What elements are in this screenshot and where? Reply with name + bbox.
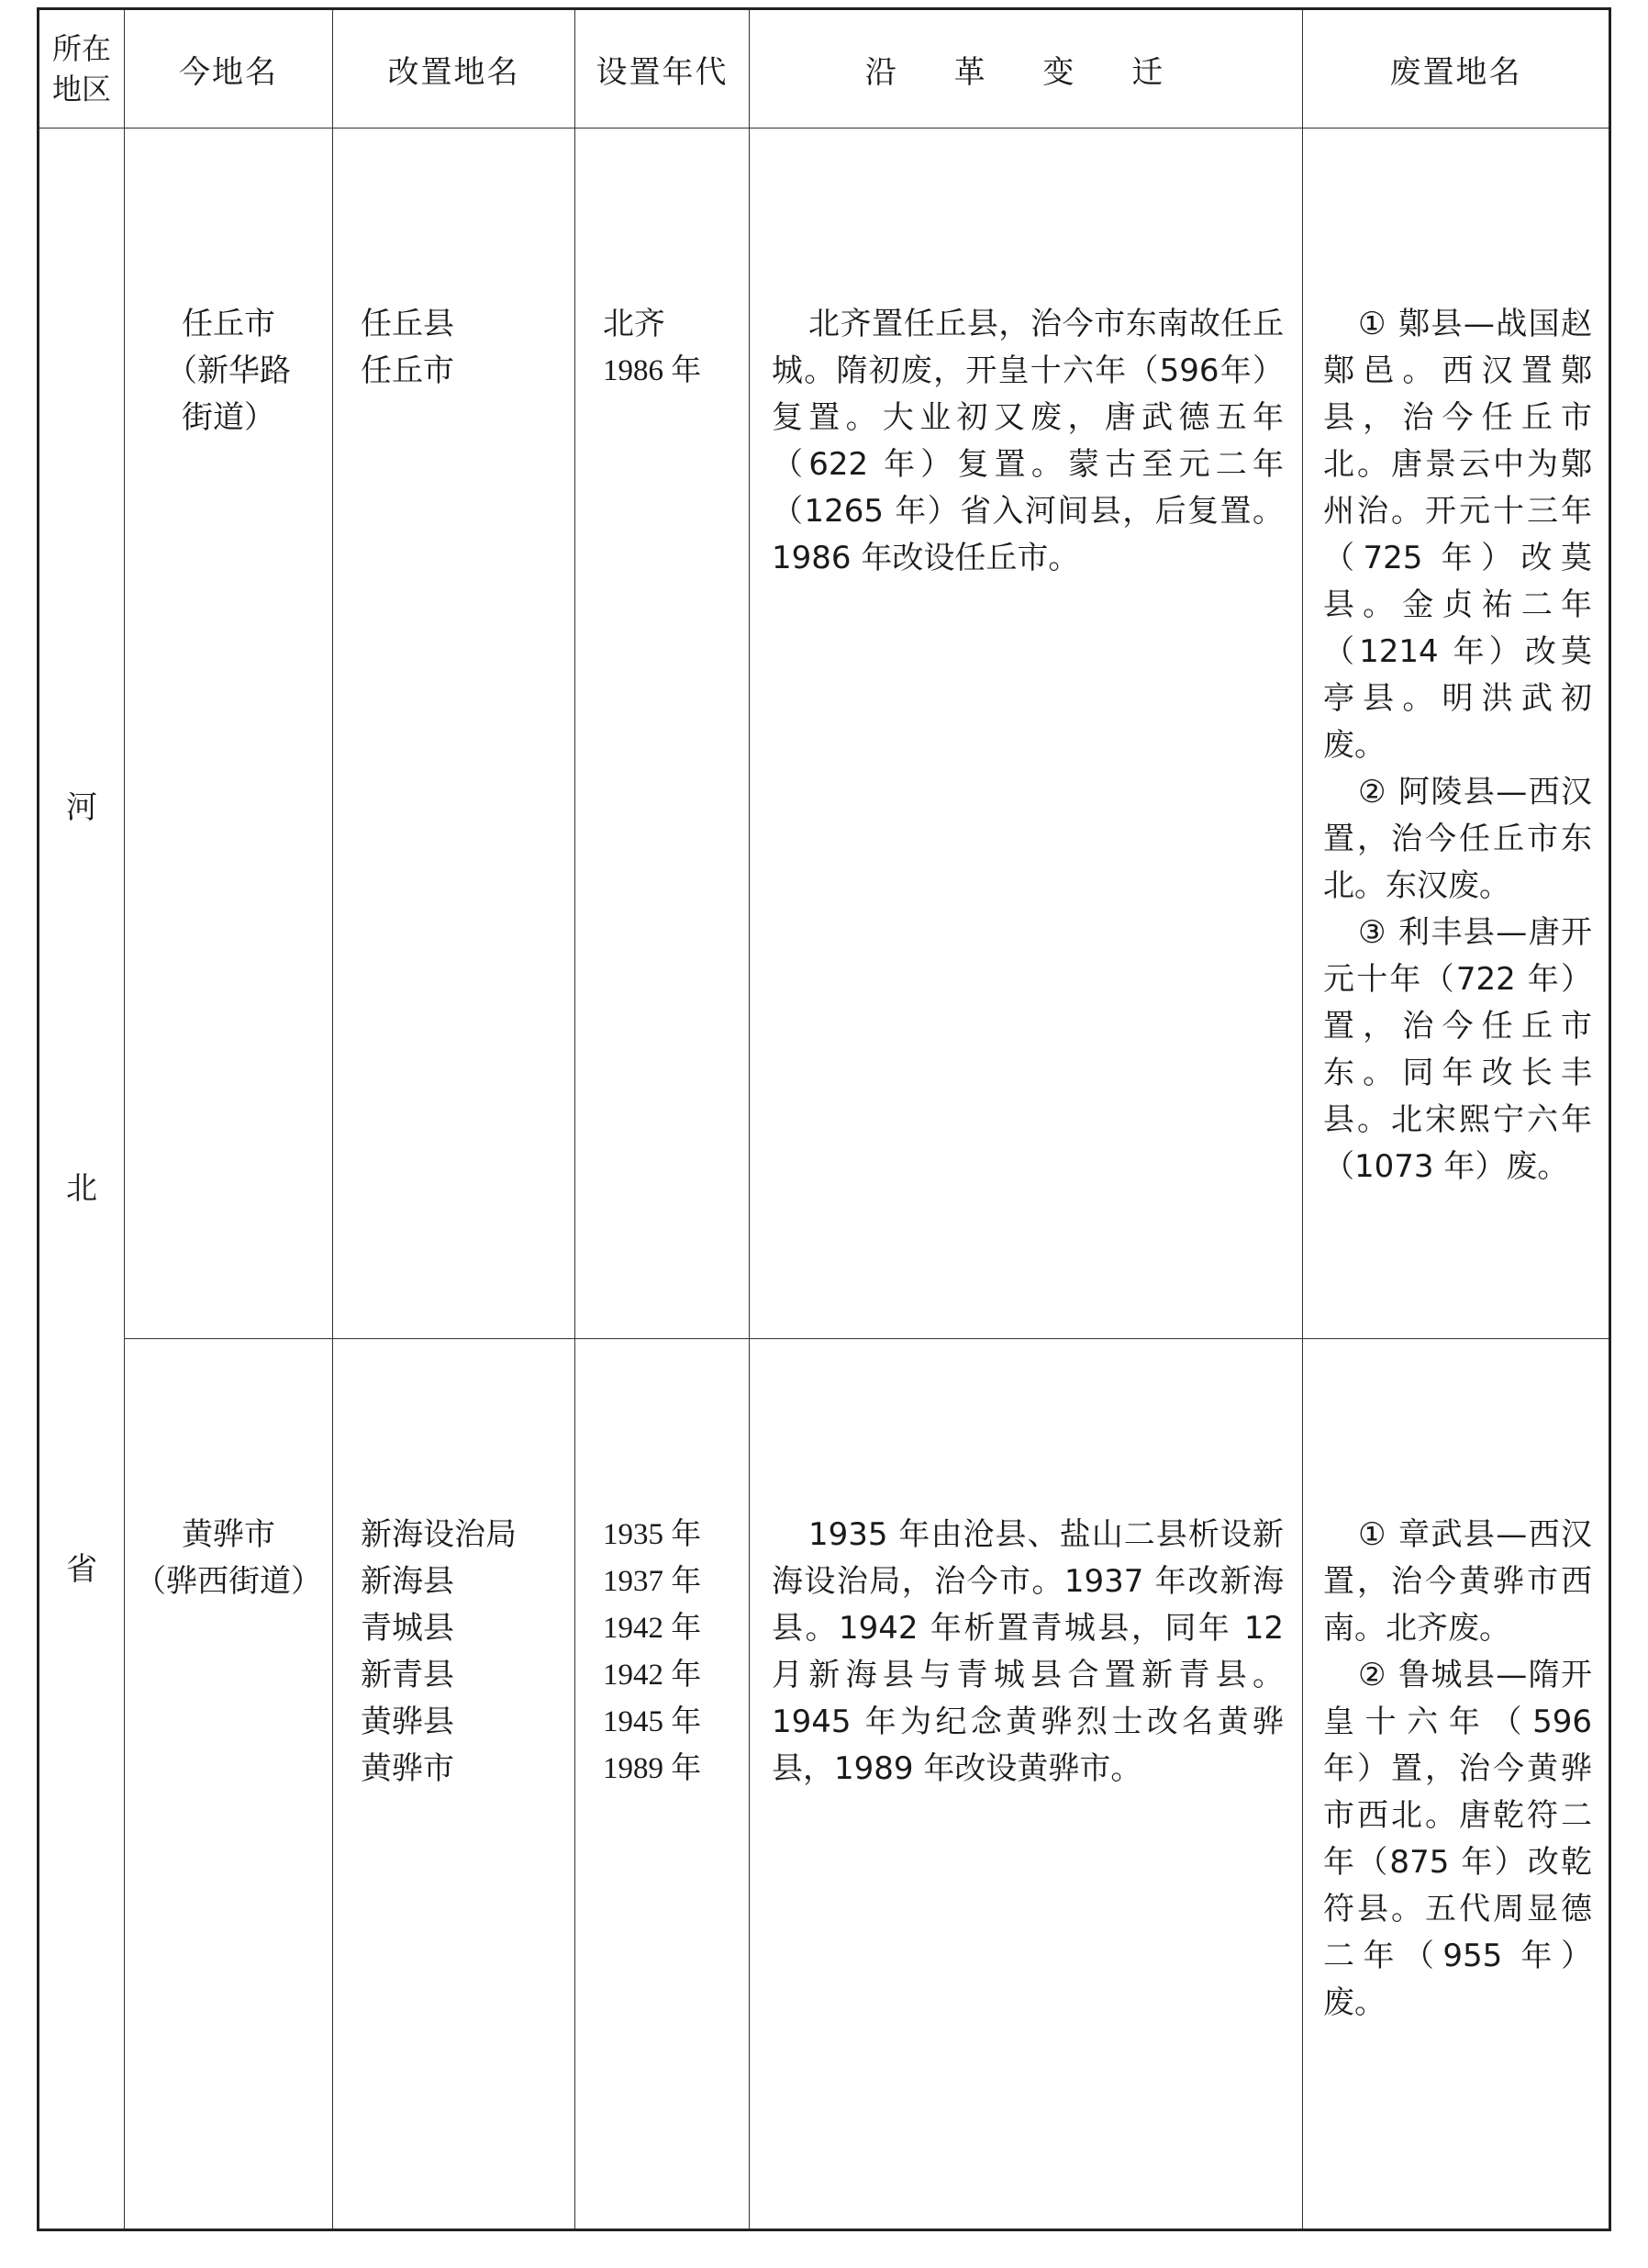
year-cell: 北齐 1986 年 [575, 128, 750, 1339]
history-text: 1935 年由沧县、盐山二县析设新海设治局，治今市。1937 年改新海县。1942 年析置青城县，同年 12 月新海县与青城县合置新青县。1945 年为纪念黄骅烈士改名黄骅县，1989 年改设黄骅市。 [772, 1516, 1284, 1787]
province-char: 省 [66, 1551, 97, 1588]
table-row [39, 128, 1610, 1339]
year-cell: 1935 年 1937 年 1942 年 1942 年 1945 年 1989 年 [575, 1339, 750, 2230]
gazetteer-table [37, 7, 1611, 2231]
header-year: 设置年代 [575, 9, 750, 128]
modern-name-cell: 黄骅市 （骅西街道） [125, 1339, 333, 2230]
abolished-item: ② 鲁城县—隋开皇十六年（596 年）置，治今黄骅市西北。唐乾符二年（875 年）改乾符县。五代周显德二年（955 年）废。 [1323, 1657, 1592, 2021]
renamed-cell: 新海设治局 新海县 青城县 新青县 黄骅县 黄骅市 [333, 1339, 575, 2230]
history-cell [750, 1339, 1303, 2230]
modern-name-cell: 任丘市 （新华路 街道） [125, 128, 333, 1339]
province-char: 河 [66, 789, 97, 826]
province-char: 北 [66, 1170, 97, 1207]
history-cell [750, 128, 1303, 1339]
header-abolished: 废置地名 [1303, 9, 1610, 128]
header-modern-name: 今地名 [125, 9, 333, 128]
header-renamed: 改置地名 [333, 9, 575, 128]
province-cell [39, 128, 125, 2230]
header-area: 所在 地区 [39, 9, 125, 128]
abolished-item: ② 阿陵县—西汉置，治今任丘市东北。东汉废。 [1323, 774, 1592, 904]
abolished-item: ③ 利丰县—唐开元十年（722 年）置，治今任丘市东。同年改长丰县。北宋熙宁六年（1073 年）废。 [1323, 914, 1592, 1185]
header-history: 沿 革 变 迁 [750, 9, 1303, 128]
abolished-item: ① 章武县—西汉置，治今黄骅市西南。北齐废。 [1323, 1516, 1592, 1647]
header-row [39, 9, 1610, 128]
history-text: 北齐置任丘县，治今市东南故任丘城。隋初废，开皇十六年（596年）复置。大业初又废，唐武德五年（622 年）复置。蒙古至元二年（1265 年）省入河间县，后复置。1986 年改设任丘市。 [772, 306, 1284, 576]
abolished-cell [1303, 128, 1610, 1339]
document-page [37, 7, 1609, 2231]
abolished-item: ① 鄚县—战国赵鄚邑。西汉置鄚县，治今任丘市北。唐景云中为鄚州治。开元十三年（725 年）改莫县。金贞祐二年（1214 年）改莫亭县。明洪武初废。 [1323, 306, 1592, 764]
table-row [39, 1339, 1610, 2230]
abolished-cell [1303, 1339, 1610, 2230]
renamed-cell: 任丘县 任丘市 [333, 128, 575, 1339]
